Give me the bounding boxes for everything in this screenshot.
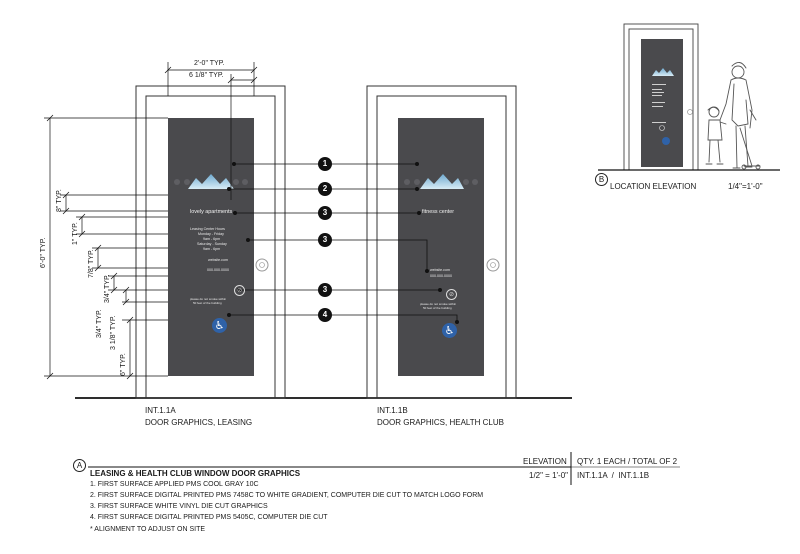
title-block-refs: INT.1.1A / INT.1.1B bbox=[577, 471, 650, 480]
door-b-no-smoking-icon: ⊘ bbox=[446, 289, 457, 300]
callout-bubble-2: 2 bbox=[318, 182, 332, 196]
door-a-hours-line-3: Saturday - Sunday bbox=[197, 242, 227, 246]
title-block-scale: 1/2" = 1'-0" bbox=[529, 471, 569, 480]
note-2: 2. FIRST SURFACE DIGITAL PRINTED PMS 7458C TO WHITE GRADIENT, COMPUTER DIE CUT TO MATCH LOGO FORM bbox=[90, 492, 484, 499]
dimension-label-3-4in-a: 3/4" TYP. bbox=[104, 274, 111, 303]
location-door-handle bbox=[688, 110, 693, 115]
door-b-notice-line-2: 50 feet of the building bbox=[423, 306, 452, 310]
vertical-dimensions bbox=[44, 115, 168, 379]
dimension-label-3-4in-b: 3/4" TYP. bbox=[96, 309, 103, 338]
note-3: 3. FIRST SURFACE WHITE VINYL DIE CUT GRAPHICS bbox=[90, 503, 268, 510]
note-4: 4. FIRST SURFACE DIGITAL PRINTED PMS 5405C, COMPUTER DIE CUT bbox=[90, 514, 328, 521]
dimension-label-width: 2'-0" TYP. bbox=[194, 60, 225, 67]
callout-bubble-3b: 3 bbox=[318, 233, 332, 247]
dimension-label-height: 6'-0" TYP. bbox=[40, 237, 47, 268]
title-block-elevation-label: ELEVATION bbox=[523, 457, 567, 466]
door-b-website: website.com bbox=[430, 268, 450, 272]
location-view-scale: 1/4"=1'-0" bbox=[728, 182, 763, 191]
door-a-hours-line-4: 9am - 6pm bbox=[203, 247, 221, 251]
title-block-tag: A bbox=[73, 459, 86, 472]
callout-bubble-3a: 3 bbox=[318, 206, 332, 220]
door-a-phone: 000.000.0000 bbox=[207, 268, 229, 272]
door-a-notice-line-1: please do not smoke within bbox=[190, 297, 227, 301]
door-b-handle bbox=[487, 259, 499, 271]
door-b-notice-line-1: please do not smoke within bbox=[420, 302, 457, 306]
door-a-hours-title: Leasing Center Hours bbox=[190, 227, 225, 231]
door-b-panel bbox=[398, 118, 484, 376]
dimension-label-8in: 8" TYP. bbox=[56, 189, 63, 212]
door-b-id: INT.1.1B bbox=[377, 406, 408, 415]
door-a-no-smoking-icon: ⊘ bbox=[234, 285, 245, 296]
location-view-tag: B bbox=[595, 173, 608, 186]
door-b-accessibility-icon: ♿ bbox=[442, 323, 457, 338]
door-a-id: INT.1.1A bbox=[145, 406, 176, 415]
door-a-website: website.com bbox=[208, 258, 228, 262]
door-a-handle bbox=[256, 259, 268, 271]
door-a-hours-line-2: 9am - 6pm bbox=[203, 237, 221, 241]
dimension-label-offset: 6 1/8" TYP. bbox=[189, 72, 224, 79]
door-a-accessibility-icon: ♿ bbox=[212, 318, 227, 333]
callout-bubble-4: 4 bbox=[318, 308, 332, 322]
door-a-notice-line-2: 50 feet of the building bbox=[193, 301, 222, 305]
note-alignment: * ALIGNMENT TO ADJUST ON SITE bbox=[90, 526, 206, 533]
people-figures-illustration bbox=[706, 62, 760, 169]
callout-bubble-3c: 3 bbox=[318, 283, 332, 297]
dimension-label-6in: 6" TYP. bbox=[120, 353, 127, 376]
door-a-hours-line-1: Monday - Friday bbox=[198, 232, 224, 236]
title-block-title: LEASING & HEALTH CLUB WINDOW DOOR GRAPHICS bbox=[90, 469, 301, 478]
door-a-caption: DOOR GRAPHICS, LEASING bbox=[145, 418, 253, 427]
callout-bubble-1: 1 bbox=[318, 157, 332, 171]
location-view-title: LOCATION ELEVATION bbox=[610, 182, 697, 191]
door-b-caption: DOOR GRAPHICS, HEALTH CLUB bbox=[377, 418, 504, 427]
note-1: 1. FIRST SURFACE APPLIED PMS COOL GRAY 10C bbox=[90, 481, 259, 488]
dimension-label-3-1-8in: 3 1/8" TYP. bbox=[110, 315, 117, 350]
door-b-phone: 000.000.0000 bbox=[430, 274, 452, 278]
location-accessibility-icon bbox=[662, 137, 670, 145]
door-a-brand-text: lovely apartments bbox=[190, 209, 233, 215]
title-block-qty: QTY. 1 EACH / TOTAL OF 2 bbox=[577, 457, 678, 466]
dimension-label-7-8in: 7/8" TYP. bbox=[88, 249, 95, 278]
door-b-brand-text: fitness center bbox=[422, 209, 455, 215]
dimension-label-1in: 1" TYP. bbox=[72, 222, 79, 245]
